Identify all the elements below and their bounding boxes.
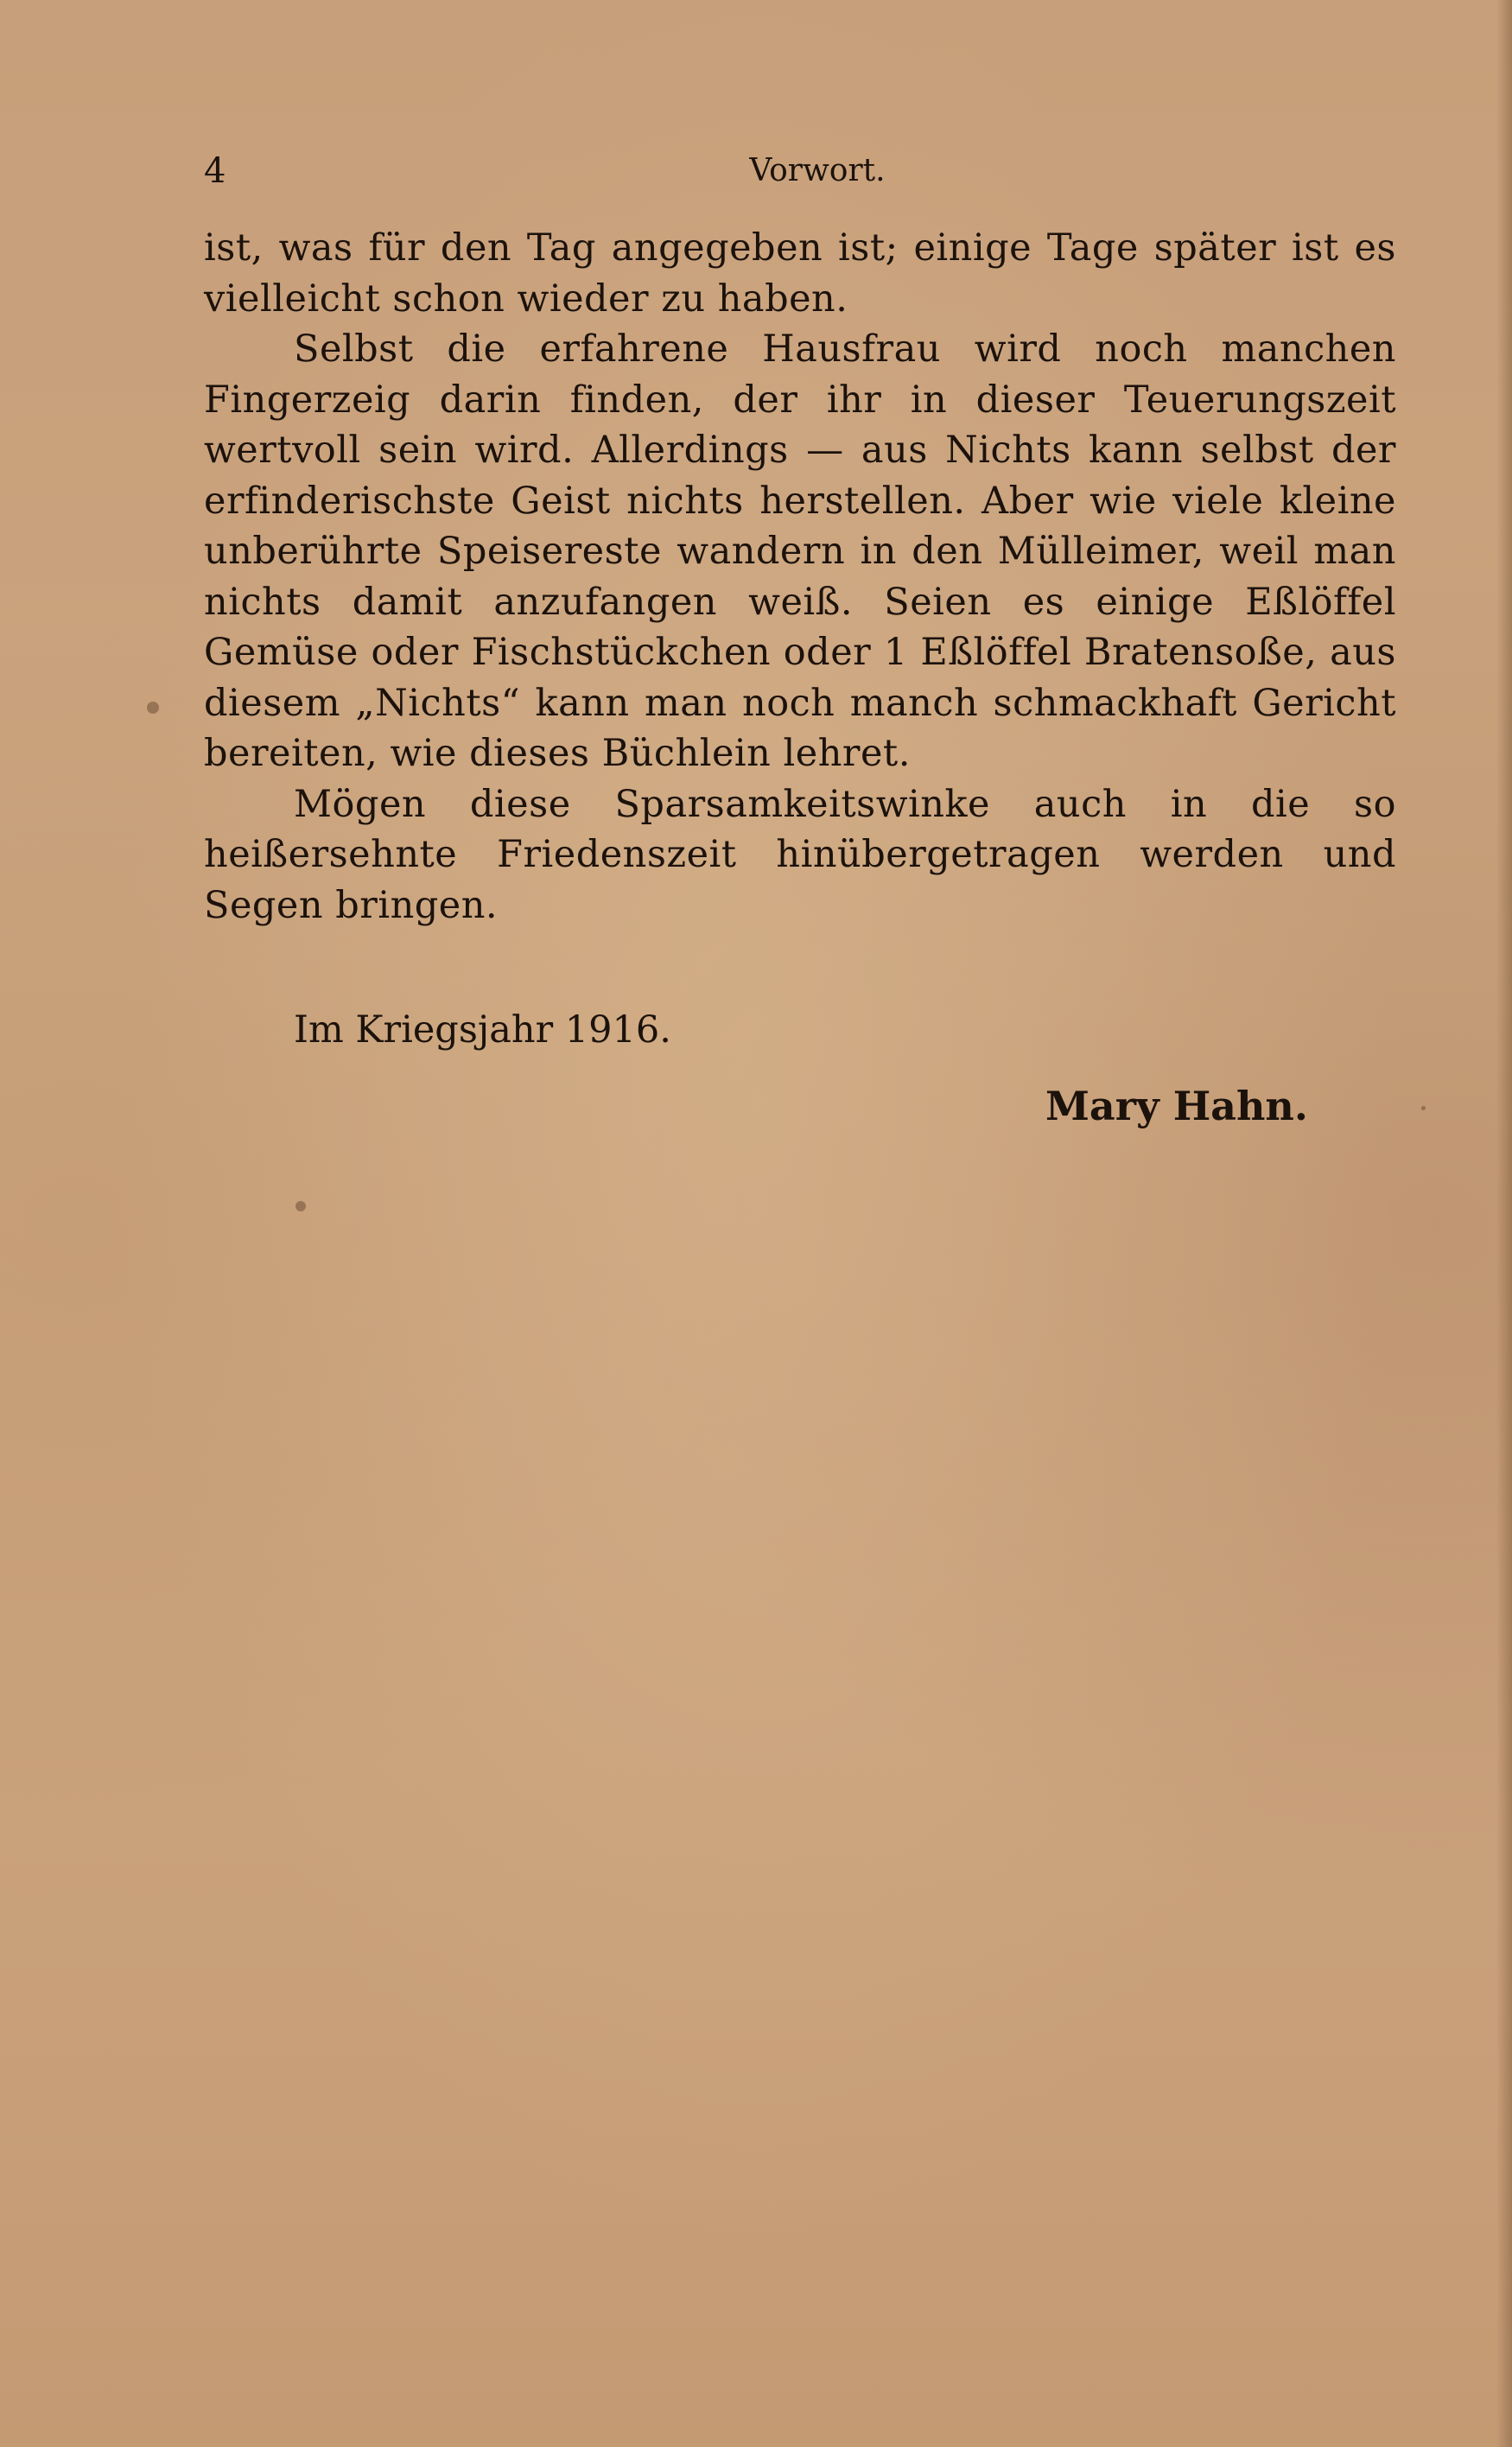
body-text (204, 223, 1396, 931)
paper-speck (295, 1201, 306, 1211)
page-edge-shadow (1496, 0, 1512, 2447)
paragraph-housewife: Selbst die erfahrene Hausfrau wird noch manchen Fingerzeig darin finden, der ihr in dieser Teuerungszeit wertvoll sein wird. Allerdings — aus Nichts kann selbst der erfinderischste Geist nichts herstellen. Aber wie viele kleine unberührte Speisereste wandern in den Mülleimer, weil man nichts damit anzufangen weiß. Seien es einige Eßlöffel Gemüse oder Fischstückchen oder 1 Eßlöffel Bratensoße, aus diesem „Nichts“ kann man noch manch schmackhaft Gericht bereiten, wie dieses Büchlein lehret. (204, 327, 1396, 775)
author-signature: Mary Hahn. (1045, 1083, 1308, 1129)
paper-speck (1421, 1106, 1426, 1110)
page-number: 4 (204, 151, 226, 191)
date-line: Im Kriegsjahr 1916. (294, 1008, 671, 1052)
page-header (204, 145, 1396, 197)
paragraph-closing-wish: Mögen diese Sparsamkeitswinke auch in die so heißersehnte Friedenszeit hinübergetragen werden und Segen bringen. (204, 782, 1396, 927)
running-head: Vorwort. (749, 153, 886, 188)
paragraph-continuation: ist, was für den Tag angegeben ist; einige Tage später ist es vielleicht schon wieder zu haben. (204, 226, 1396, 321)
paper-speck (147, 702, 159, 714)
